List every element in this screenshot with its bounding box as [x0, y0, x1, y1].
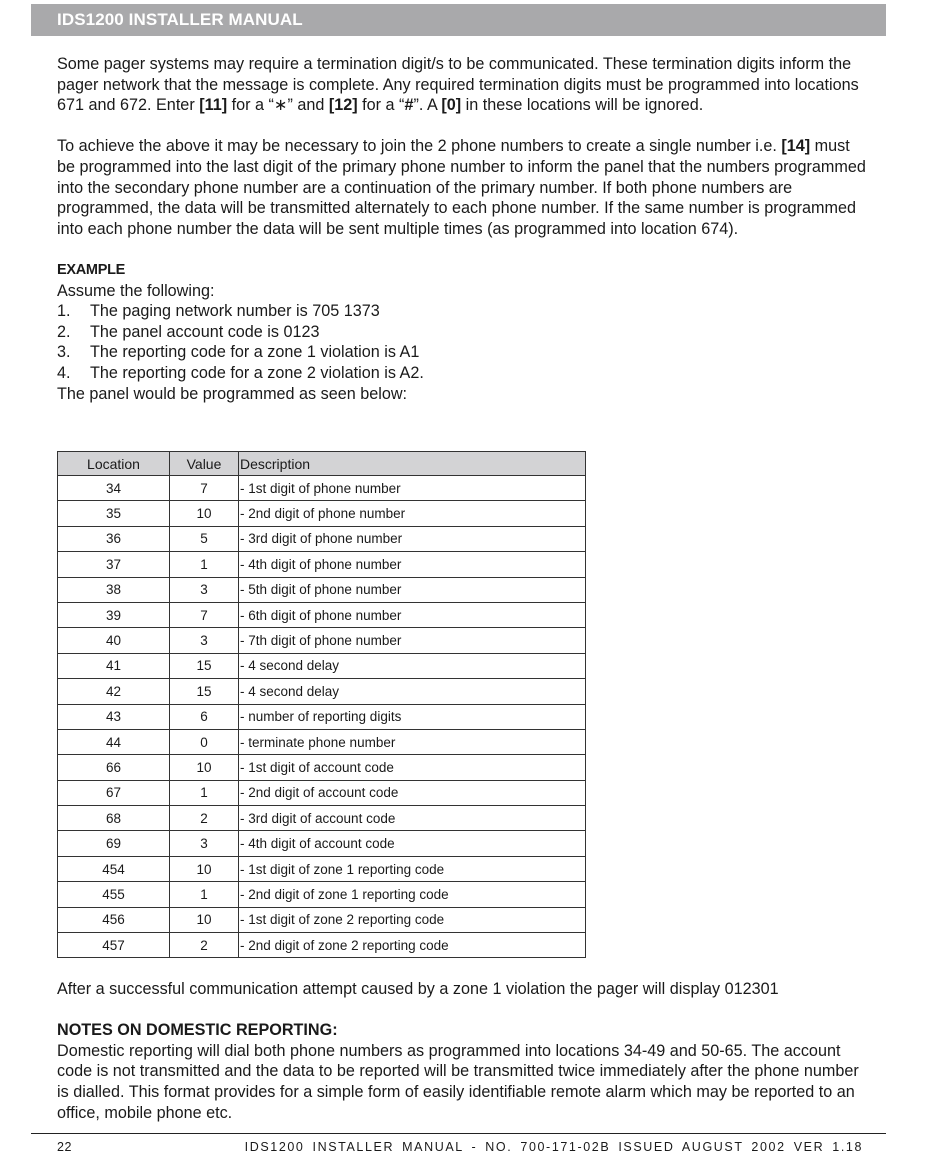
manual-title: IDS1200 INSTALLER MANUAL [57, 10, 303, 29]
cell-value: 7 [170, 602, 239, 627]
pager-display-sentence: After a successful communication attempt caused by a zone 1 violation the pager will display 012301 [57, 980, 779, 998]
table-row [58, 856, 586, 881]
cell-description: - number of reporting digits [239, 704, 586, 729]
cell-value: 10 [170, 856, 239, 881]
table-row [58, 907, 586, 932]
cell-value: 10 [170, 755, 239, 780]
cell-location: 36 [58, 526, 170, 551]
cell-location: 41 [58, 653, 170, 678]
table-row [58, 552, 586, 577]
cell-location: 456 [58, 907, 170, 932]
table-row [58, 526, 586, 551]
table-header-row [58, 452, 586, 476]
cell-description: - 2nd digit of account code [239, 780, 586, 805]
cell-location: 40 [58, 628, 170, 653]
cell-location: 39 [58, 602, 170, 627]
join-numbers-paragraph: To achieve the above it may be necessary to join the 2 phone numbers to create a single number i.e. [14] must be programmed into the last digit of the primary phone number to inform the panel that the numbers programmed into the secondary phone number are a continuation of the primary number. If both phone numbers are programmed, the data will be transmitted alternately to each phone number. If the same number is programmed into each phone number the data will be sent multiple times (as programmed into location 674). [57, 137, 866, 238]
cell-location: 34 [58, 476, 170, 501]
page-number: 22 [57, 1140, 72, 1154]
cell-description: - 7th digit of phone number [239, 628, 586, 653]
cell-description: - 1st digit of phone number [239, 476, 586, 501]
programming-table [57, 451, 586, 958]
cell-description: - 2nd digit of zone 1 reporting code [239, 882, 586, 907]
example-heading: EXAMPLE [57, 261, 125, 278]
cell-description: - 4 second delay [239, 653, 586, 678]
table-row [58, 882, 586, 907]
cell-value: 7 [170, 476, 239, 501]
cell-location: 44 [58, 729, 170, 754]
cell-description: - terminate phone number [239, 729, 586, 754]
notes-heading: NOTES ON DOMESTIC REPORTING: [57, 1021, 338, 1040]
table-row [58, 729, 586, 754]
cell-value: 3 [170, 577, 239, 602]
table-row [58, 628, 586, 653]
termination-digits-paragraph: Some pager systems may require a termination digit/s to be communicated. These termination digits inform the pager network that the message is complete. Any required termination digits must be programmed into locations 671 and 672. Enter [11] for a “∗” and [12] for a “#”. A [0] in these locations will be ignored. [57, 55, 859, 115]
cell-location: 67 [58, 780, 170, 805]
cell-description: - 1st digit of zone 1 reporting code [239, 856, 586, 881]
cell-description: - 3rd digit of account code [239, 806, 586, 831]
cell-value: 15 [170, 679, 239, 704]
cell-value: 5 [170, 526, 239, 551]
table-row [58, 806, 586, 831]
main-content [57, 54, 872, 404]
cell-location: 66 [58, 755, 170, 780]
table-row [58, 501, 586, 526]
table-row [58, 476, 586, 501]
example-intro: Assume the following: [57, 281, 215, 300]
cell-description: - 4 second delay [239, 679, 586, 704]
table-row [58, 679, 586, 704]
cell-description: - 6th digit of phone number [239, 602, 586, 627]
cell-location: 35 [58, 501, 170, 526]
example-step: 4. The reporting code for a zone 2 violation is A2. [57, 363, 424, 382]
cell-description: - 2nd digit of phone number [239, 501, 586, 526]
column-header-description: Description [239, 452, 586, 476]
table-row [58, 780, 586, 805]
cell-location: 38 [58, 577, 170, 602]
cell-value: 15 [170, 653, 239, 678]
page-header [31, 4, 886, 36]
cell-value: 10 [170, 501, 239, 526]
cell-description: - 2nd digit of zone 2 reporting code [239, 933, 586, 958]
table-row [58, 704, 586, 729]
cell-value: 6 [170, 704, 239, 729]
cell-value: 1 [170, 882, 239, 907]
cell-location: 455 [58, 882, 170, 907]
column-header-value: Value [170, 452, 239, 476]
cell-value: 3 [170, 831, 239, 856]
cell-location: 454 [58, 856, 170, 881]
cell-location: 37 [58, 552, 170, 577]
cell-description: - 1st digit of zone 2 reporting code [239, 907, 586, 932]
cell-location: 457 [58, 933, 170, 958]
example-step: 2. The panel account code is 0123 [57, 322, 320, 341]
cell-value: 2 [170, 806, 239, 831]
column-header-location: Location [58, 452, 170, 476]
cell-value: 0 [170, 729, 239, 754]
cell-value: 1 [170, 552, 239, 577]
example-step: 3. The reporting code for a zone 1 violation is A1 [57, 343, 420, 362]
table-row [58, 577, 586, 602]
table-row [58, 831, 586, 856]
cell-description: - 1st digit of account code [239, 755, 586, 780]
cell-description: - 3rd digit of phone number [239, 526, 586, 551]
cell-location: 43 [58, 704, 170, 729]
example-outro: The panel would be programmed as seen below: [57, 384, 408, 403]
post-table-content [57, 979, 872, 1123]
cell-description: - 5th digit of phone number [239, 577, 586, 602]
table-row [58, 602, 586, 627]
cell-location: 68 [58, 806, 170, 831]
cell-value: 10 [170, 907, 239, 932]
cell-location: 42 [58, 679, 170, 704]
cell-description: - 4th digit of account code [239, 831, 586, 856]
table-row [58, 933, 586, 958]
table-row [58, 653, 586, 678]
footer-document-info: IDS1200 INSTALLER MANUAL - NO. 700-171-02B ISSUED AUGUST 2002 VER 1.18 [244, 1140, 863, 1154]
cell-value: 1 [170, 780, 239, 805]
cell-description: - 4th digit of phone number [239, 552, 586, 577]
example-step: 1. The paging network number is 705 1373 [57, 302, 380, 321]
footer-divider [31, 1133, 886, 1134]
table-row [58, 755, 586, 780]
notes-body: Domestic reporting will dial both phone numbers as programmed into locations 34-49 and 50-65. The account code is not transmitted and the data to be reported will be transmitted twice immediately after the phone number is dialled. This format provides for a simple form of easily identifiable remote alarm which may be reported to an office, mobile phone etc. [57, 1041, 859, 1122]
cell-value: 3 [170, 628, 239, 653]
example-steps [57, 301, 872, 383]
cell-location: 69 [58, 831, 170, 856]
cell-value: 2 [170, 933, 239, 958]
